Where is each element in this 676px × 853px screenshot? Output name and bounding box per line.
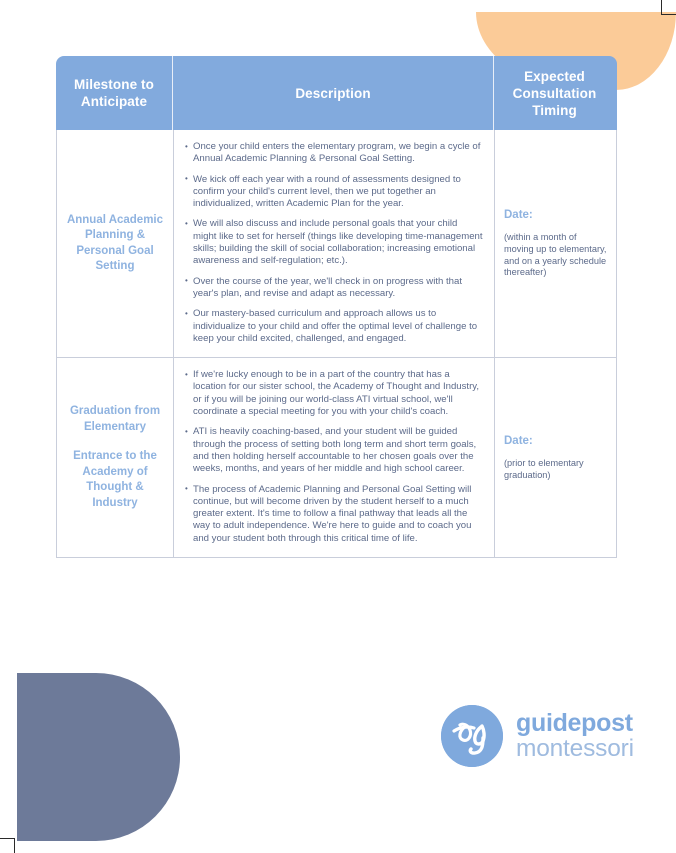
table-body: [56, 130, 617, 558]
date-note: (within a month of moving up to elementary, and on a yearly schedule thereafter): [504, 232, 607, 278]
description-cell: [173, 358, 495, 557]
milestone-label: Annual Academic Planning & Personal Goal Setting: [66, 213, 164, 273]
column-header-timing: Expected Consultation Timing: [512, 68, 597, 118]
timing-cell: [495, 130, 616, 357]
crop-mark-top-right-horizontal: [661, 14, 676, 15]
list-item: • If we're lucky enough to be in a part of the country that has a location for our sister school, the Academy of Thought and Industry, or if you will be joining our world-class ATI virtual school, we'll coordinate a special meeting for you with your child's coach.: [185, 369, 483, 418]
description-cell: [173, 130, 495, 357]
table-row: [57, 130, 616, 357]
crop-mark-bottom-left-vertical: [14, 838, 15, 853]
list-item: • ATI is heavily coaching-based, and your student will be guided through the process of setting both long term and short term goals, and then holding herself accountable to her chosen goals over the weeks, months, and years of her middle and high school career.: [185, 426, 483, 475]
description-bullet-list: [185, 369, 483, 545]
timing-cell: [495, 358, 616, 557]
list-item: • We will also discuss and include personal goals that your child might like to set for herself (things like developing time-management skills; building the skill of social collaboration; increasing emotional awareness and self-regulation; etc.).: [185, 218, 483, 267]
list-item: • The process of Academic Planning and Personal Goal Setting will continue, but will become driven by the student herself to a much greater extent. It's time to follow a final pathway that leads all the way to adult independence. We're here to guide and to coach you and your student both through this critical time of life.: [185, 484, 483, 545]
date-note: (prior to elementary graduation): [504, 457, 584, 480]
list-item: • Once your child enters the elementary program, we begin a cycle of Annual Academic Planning & Personal Goal Setting.: [185, 141, 483, 166]
milestone-label-secondary: Entrance to the Academy of Thought & Industry: [73, 450, 157, 509]
milestone-table: [56, 56, 617, 558]
column-header-milestone: Milestone to Anticipate: [74, 77, 154, 109]
date-label: Date:: [504, 209, 533, 222]
column-header-description: Description: [172, 56, 494, 130]
list-item: • Our mastery-based curriculum and approach allows us to individualize to your child and offer the optimal level of challenge to keep your child excited, challenged, and engaged.: [185, 308, 483, 345]
list-item: • We kick off each year with a round of assessments designed to confirm your child's current level, then we put together an individualized, written Academic Plan for the year.: [185, 174, 483, 211]
logo-word-guidepost: guidepost: [516, 708, 633, 737]
table-header-row: [56, 56, 617, 130]
milestone-cell: [57, 130, 173, 357]
list-item: • Over the course of the year, we'll check in on progress with that year's plan, and revise and adapt as necessary.: [185, 276, 483, 301]
guidepost-g-mark-icon: [441, 705, 503, 767]
crop-mark-bottom-left-horizontal: [0, 838, 15, 839]
guidepost-montessori-logo: [441, 705, 634, 767]
date-label: Date:: [504, 434, 533, 447]
logo-wordmark: [516, 708, 634, 762]
milestone-cell: [57, 358, 173, 557]
logo-word-montessori: montessori: [516, 734, 634, 762]
crop-mark-top-right-vertical: [661, 0, 662, 15]
description-bullet-list: [185, 141, 483, 345]
milestone-label: Graduation from Elementary: [69, 405, 161, 433]
table-row: [57, 357, 616, 557]
decorative-slate-blob: [17, 673, 180, 841]
